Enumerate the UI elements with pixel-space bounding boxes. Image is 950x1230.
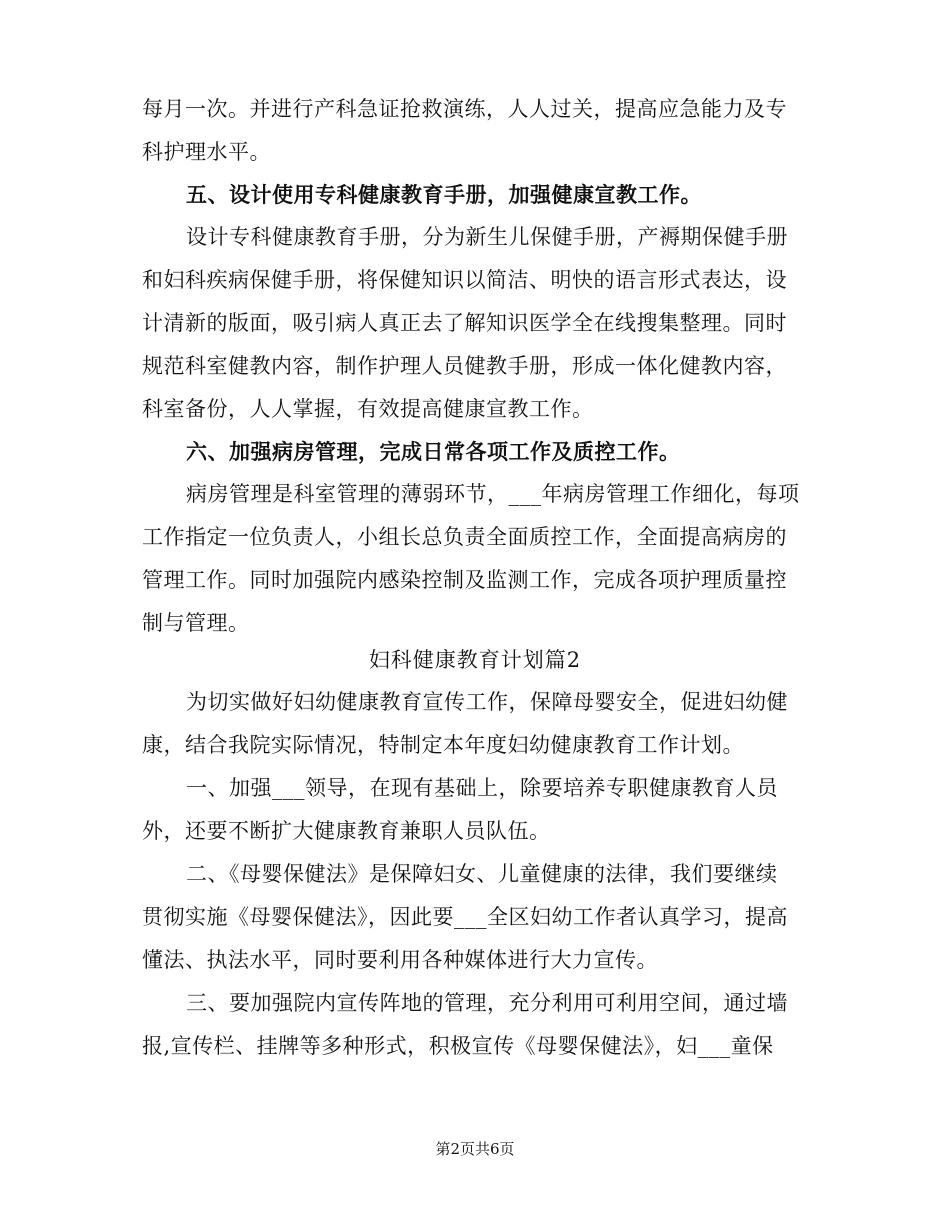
text-line: 科护理水平。 [142, 140, 271, 164]
document-title: 妇科健康教育计划篇2 [368, 648, 582, 672]
text-line: 设计专科健康教育手册，分为新生儿保健手册，产褥期保健手册 [186, 225, 788, 249]
section-heading-6: 六、加强病房管理，完成日常各项工作及质控工作。 [186, 439, 681, 464]
text-line: 计清新的版面，吸引病人真正去了解知识医学全在线搜集整理。同时 [142, 311, 787, 335]
text-line: 每月一次。并进行产科急证抢救演练，人人过关，提高应急能力及专 [142, 97, 787, 121]
text-line: 二、《母婴保健法》是保障妇女、儿童健康的法律，我们要继续 [186, 862, 778, 886]
text-line: 外，还要不断扩大健康教育兼职人员队伍。 [142, 819, 551, 843]
text-line: 懂法、执法水平，同时要利用各种媒体进行大力宣传。 [142, 948, 658, 972]
text-line: 康，结合我院实际情况，特制定本年度妇幼健康教育工作计划。 [142, 733, 744, 757]
text-line: 贯彻实施《母婴保健法》，因此要___全区妇幼工作者认真学习，提高 [142, 905, 788, 929]
text-line: 科室备份，人人掌握，有效提高健康宣教工作。 [142, 397, 594, 421]
text-line: 三、要加强院内宣传阵地的管理，充分利用可利用空间，通过墙 [186, 991, 788, 1015]
text-line: 和妇科疾病保健手册，将保健知识以简洁、明快的语言形式表达，设 [142, 268, 787, 292]
text-line: 报,宣传栏、挂牌等多种形式，积极宣传《母婴保健法》，妇___童保 [142, 1034, 774, 1058]
text-line: 工作指定一位负责人，小组长总负责全面质控工作，全面提高病房的 [142, 525, 787, 549]
text-line: 管理工作。同时加强院内感染控制及监测工作，完成各项护理质量控 [142, 568, 787, 592]
section-heading-5: 五、设计使用专科健康教育手册，加强健康宣教工作。 [186, 182, 702, 207]
text-line: 制与管理。 [142, 611, 250, 635]
text-line: 规范科室健教内容，制作护理人员健教手册，形成一体化健教内容， [142, 354, 787, 378]
text-line: 一、加强___领导，在现有基础上，除要培养专职健康教育人员 [186, 776, 778, 800]
text-line: 为切实做好妇幼健康教育宣传工作，保障母婴安全，促进妇幼健 [186, 690, 788, 714]
page-number: 第2页共6页 [435, 1140, 515, 1158]
text-line: 病房管理是科室管理的薄弱环节，___年病房管理工作细化，每项 [186, 482, 800, 506]
